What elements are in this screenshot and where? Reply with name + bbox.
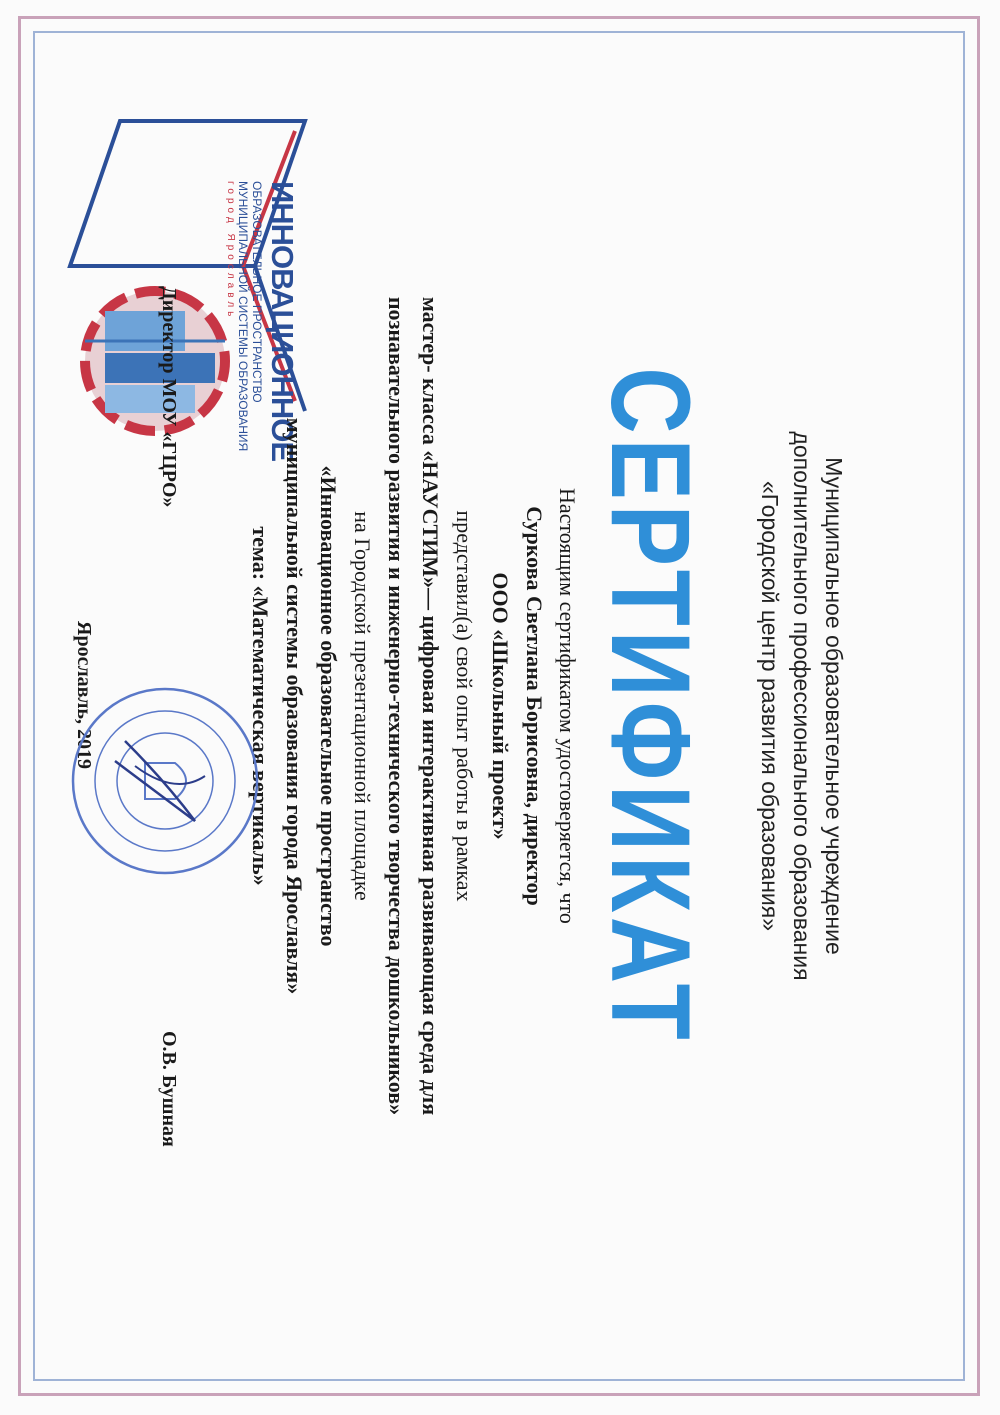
header-line-2: дополнительного профессионального образования <box>789 431 815 981</box>
logo-subtitle: ОБРАЗОВАТЕЛЬНОЕ ПРОСТРАНСТВО <box>250 181 264 403</box>
logo-title: ИННОВАЦИОННОЕ <box>265 181 300 462</box>
recipient-organization: ООО «Школьный проект» <box>488 572 513 840</box>
signatory-position: Директор МОУ «ГЦРО» <box>158 286 180 508</box>
official-stamp <box>65 681 265 881</box>
signatory-name: О.В. Бушная <box>158 1031 180 1147</box>
certificate-title: СЕРТИФИКАТ <box>588 367 713 1045</box>
place-and-year: Ярославль, 2019 <box>73 621 95 769</box>
body-line-4: представил(а) свой опыт работы в рамках <box>452 510 477 902</box>
body-line-1: Настоящим сертификатом удостоверяется, что <box>555 488 580 924</box>
event-line-2: познавательного развития и инженерно-технического творчества дошкольников» <box>384 296 409 1116</box>
topic-line: тема: «Математическая вертикаль» <box>248 526 273 886</box>
header-line-1: Муниципальное образовательное учреждение <box>821 457 847 955</box>
platform-line-2: муниципальной системы образования города Ярославля» <box>282 417 307 995</box>
recipient-name: Суркова Светлана Борисовна, директор <box>522 506 547 906</box>
logo-city: город Ярославль <box>225 181 236 321</box>
header-line-3: «Городской центр развития образования» <box>757 480 783 932</box>
body-line-7: на Городской презентационной площадке <box>350 511 375 901</box>
logo-subtitle-2: МУНИЦИПАЛЬНОЙ СИСТЕМЫ ОБРАЗОВАНИЯ <box>236 181 250 452</box>
platform-line-1: «Инновационное образовательное пространство <box>316 465 341 947</box>
event-line-1: мастер- класса «НАУСТИМ»— цифровая интерактивная развивающая среда для <box>418 296 443 1116</box>
certificate-content <box>33 31 965 1381</box>
